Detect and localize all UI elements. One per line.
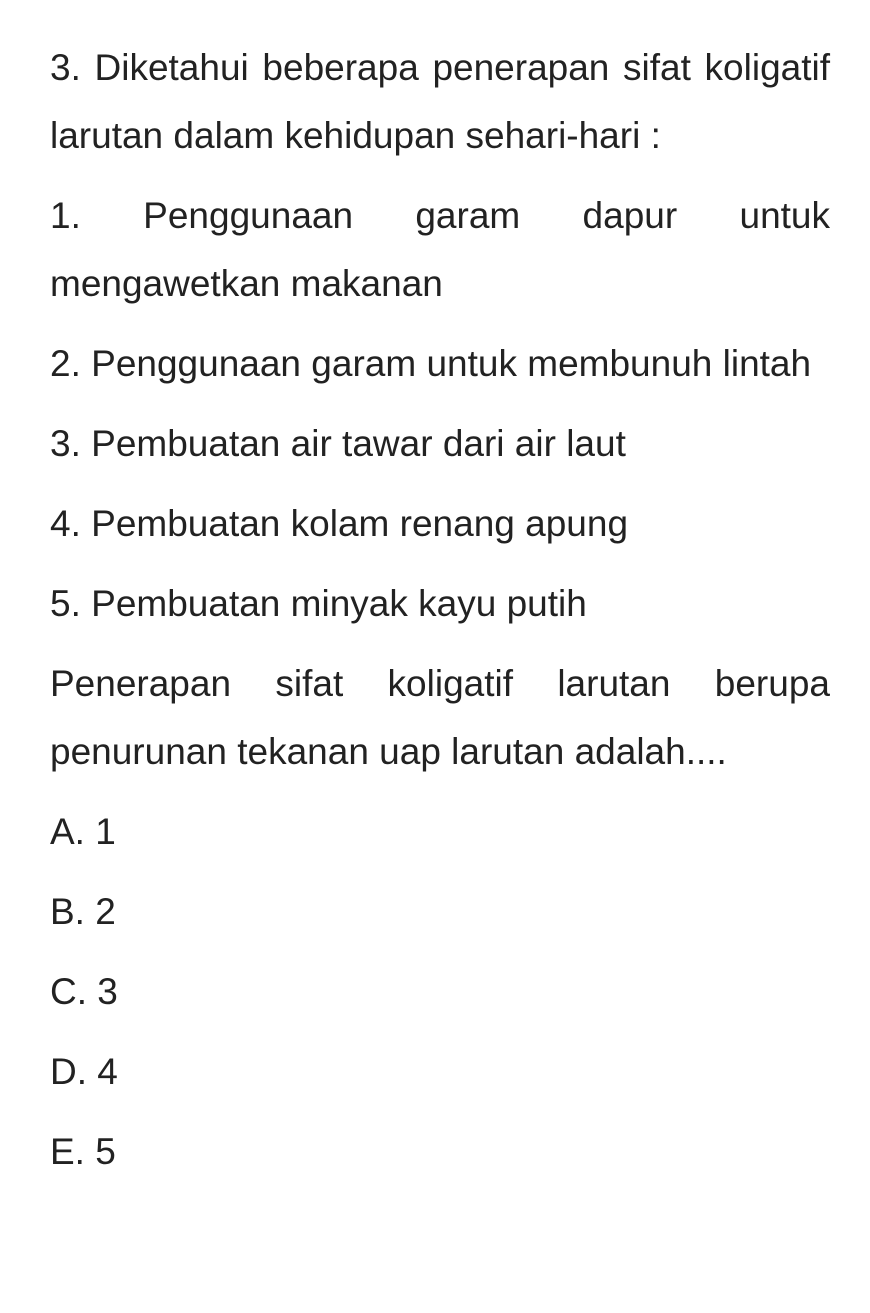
question-card [50, 34, 830, 1186]
question-prompt: Penerapan sifat koligatif larutan berupa penurunan tekanan uap larutan adalah.... [50, 663, 830, 772]
list-item: 1. Penggunaan garam dapur untuk mengawetkan makanan [50, 195, 830, 304]
option-c[interactable]: C. 3 [50, 971, 118, 1012]
option-a[interactable]: A. 1 [50, 811, 116, 852]
option-b[interactable]: B. 2 [50, 891, 116, 932]
option-d[interactable]: D. 4 [50, 1051, 118, 1092]
question-intro: 3. Diketahui beberapa penerapan sifat koligatif larutan dalam kehidupan sehari-hari : [50, 47, 830, 156]
option-e[interactable]: E. 5 [50, 1131, 116, 1172]
list-item: 2. Penggunaan garam untuk membunuh lintah [50, 343, 812, 384]
list-item: 3. Pembuatan air tawar dari air laut [50, 423, 626, 464]
list-item: 5. Pembuatan minyak kayu putih [50, 583, 587, 624]
list-item: 4. Pembuatan kolam renang apung [50, 503, 629, 544]
